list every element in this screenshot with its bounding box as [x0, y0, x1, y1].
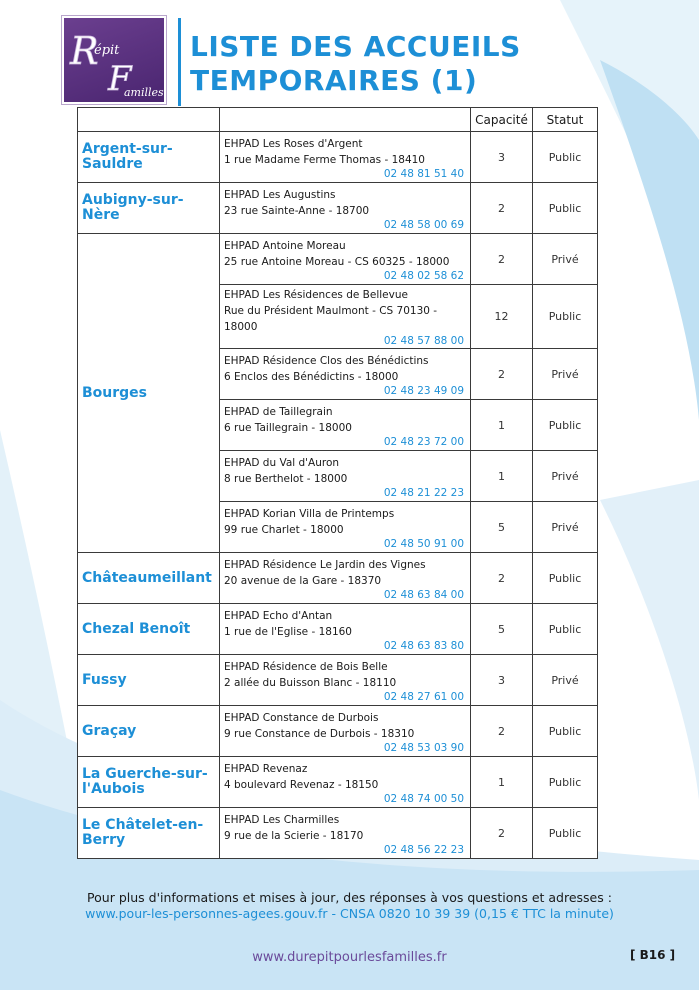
- table-row: [78, 808, 598, 859]
- facility-address: 99 rue Charlet - 18000: [224, 523, 344, 536]
- facility-address: 4 boulevard Revenaz - 18150: [224, 778, 379, 791]
- facility-info: [220, 183, 471, 234]
- facility-name: EHPAD Résidence Le Jardin des Vignes: [224, 558, 426, 571]
- svg-text:amilles: amilles: [124, 86, 164, 99]
- facility-status: Privé: [533, 655, 598, 706]
- facility-name: EHPAD Les Roses d'Argent: [224, 137, 363, 150]
- facility-info: [220, 655, 471, 706]
- facility-status: Privé: [533, 234, 598, 285]
- facility-phone[interactable]: 02 48 74 00 50: [383, 792, 464, 805]
- facility-name: EHPAD Antoine Moreau: [224, 239, 346, 252]
- facility-name: EHPAD Les Charmilles: [224, 813, 340, 826]
- facility-phone[interactable]: 02 48 56 22 23: [383, 843, 464, 856]
- website-link[interactable]: www.durepitpourlesfamilles.fr: [252, 950, 447, 965]
- facility-phone[interactable]: 02 48 23 49 09: [383, 384, 464, 397]
- facility-info: [220, 757, 471, 808]
- facility-info: [220, 451, 471, 502]
- facility-info: [220, 400, 471, 451]
- facility-name: EHPAD Korian Villa de Printemps: [224, 507, 395, 520]
- title-line-1: LISTE DES ACCUEILS: [190, 30, 521, 63]
- facility-name: EHPAD du Val d'Auron: [224, 456, 340, 469]
- facility-name: EHPAD Revenaz: [224, 762, 308, 775]
- facility-address: 1 rue de l'Eglise - 18160: [224, 625, 352, 638]
- facility-capacity: 3: [471, 655, 533, 706]
- facility-info: [220, 706, 471, 757]
- facility-address: 2 allée du Buisson Blanc - 18110: [224, 676, 397, 689]
- facility-phone[interactable]: 02 48 21 22 23: [383, 486, 464, 499]
- facility-info: [220, 502, 471, 553]
- facility-capacity: 2: [471, 349, 533, 400]
- facility-address: 9 rue de la Scierie - 18170: [224, 829, 364, 842]
- table-row: [78, 757, 598, 808]
- facility-phone[interactable]: 02 48 50 91 00: [383, 537, 464, 550]
- facility-status: Public: [533, 132, 598, 183]
- facility-phone[interactable]: 02 48 63 83 80: [383, 639, 464, 652]
- facility-capacity: 1: [471, 757, 533, 808]
- table-row: [78, 604, 598, 655]
- facility-address: 1 rue Madame Ferme Thomas - 18410: [224, 153, 425, 166]
- facility-status: Public: [533, 285, 598, 349]
- facility-capacity: 12: [471, 285, 533, 349]
- svg-text:épit: épit: [94, 43, 120, 58]
- facility-status: Privé: [533, 502, 598, 553]
- title-line-2: TEMPORAIRES (1): [190, 64, 478, 97]
- city-cell: Chezal Benoît: [78, 604, 220, 655]
- facility-capacity: 1: [471, 400, 533, 451]
- facility-address: 9 rue Constance de Durbois - 18310: [224, 727, 415, 740]
- facility-name: EHPAD Résidence Clos des Bénédictins: [224, 354, 429, 367]
- facility-name: EHPAD Constance de Durbois: [224, 711, 379, 724]
- footer-link-line[interactable]: www.pour-les-personnes-agees.gouv.fr - CNSA 0820 10 39 39 (0,15 € TTC la minute): [85, 906, 614, 921]
- header-empty-info: [220, 108, 471, 132]
- facility-capacity: 1: [471, 451, 533, 502]
- facility-capacity: 3: [471, 132, 533, 183]
- facility-phone[interactable]: 02 48 57 88 00: [383, 335, 464, 347]
- repit-familles-logo: [62, 16, 166, 104]
- facility-address: 23 rue Sainte-Anne - 18700: [224, 204, 370, 217]
- facility-status: Public: [533, 706, 598, 757]
- table-header-row: [78, 108, 598, 132]
- facility-status: Privé: [533, 451, 598, 502]
- facility-capacity: 2: [471, 183, 533, 234]
- facility-phone[interactable]: 02 48 53 03 90: [383, 741, 464, 754]
- facility-phone[interactable]: 02 48 27 61 00: [383, 690, 464, 703]
- facility-address: 25 rue Antoine Moreau - CS 60325 - 18000: [224, 255, 450, 268]
- city-cell: Bourges: [78, 234, 220, 553]
- facility-address: 6 rue Taillegrain - 18000: [224, 421, 352, 434]
- facility-name: EHPAD Les Résidences de Bellevue: [224, 289, 408, 301]
- svg-text:F: F: [108, 59, 132, 99]
- facility-address: 20 avenue de la Gare - 18370: [224, 574, 382, 587]
- facility-address: 6 Enclos des Bénédictins - 18000: [224, 370, 399, 383]
- facility-status: Public: [533, 757, 598, 808]
- footer-info-line: Pour plus d'informations et mises à jour, des réponses à vos questions et adresses :: [87, 890, 612, 905]
- facility-name: EHPAD Les Augustins: [224, 188, 336, 201]
- facility-phone[interactable]: 02 48 58 00 69: [383, 218, 464, 231]
- city-cell: Fussy: [78, 655, 220, 706]
- city-cell: Graçay: [78, 706, 220, 757]
- facility-info: [220, 604, 471, 655]
- facility-capacity: 2: [471, 553, 533, 604]
- city-cell: La Guerche-sur-l'Aubois: [78, 757, 220, 808]
- city-cell: Le Châtelet-en-Berry: [78, 808, 220, 859]
- facility-name: EHPAD de Taillegrain: [224, 405, 333, 418]
- facility-capacity: 2: [471, 234, 533, 285]
- facility-capacity: 2: [471, 808, 533, 859]
- facility-status: Public: [533, 604, 598, 655]
- facility-capacity: 5: [471, 604, 533, 655]
- table-row: [78, 655, 598, 706]
- facility-phone[interactable]: 02 48 81 51 40: [383, 167, 464, 180]
- table-row: [78, 553, 598, 604]
- city-cell: Aubigny-sur-Nère: [78, 183, 220, 234]
- facility-address: 8 rue Berthelot - 18000: [224, 472, 348, 485]
- facility-name: EHPAD Echo d'Antan: [224, 609, 333, 622]
- facility-capacity: 2: [471, 706, 533, 757]
- page-number: [ B16 ]: [630, 948, 676, 962]
- facility-phone[interactable]: 02 48 02 58 62: [383, 269, 464, 282]
- facilities-table: [77, 107, 598, 859]
- facility-status: Privé: [533, 349, 598, 400]
- facility-info: [220, 808, 471, 859]
- facility-status: Public: [533, 400, 598, 451]
- facility-info: [220, 553, 471, 604]
- facility-name: EHPAD Résidence de Bois Belle: [224, 660, 388, 673]
- facility-address: Rue du Président Maulmont - CS 70130 - 18000: [224, 305, 438, 333]
- table-row: [78, 706, 598, 757]
- page-title: [190, 30, 521, 98]
- header-capacity: Capacité: [471, 108, 533, 132]
- facility-status: Public: [533, 183, 598, 234]
- facility-info: [220, 349, 471, 400]
- facility-capacity: 5: [471, 502, 533, 553]
- facility-phone[interactable]: 02 48 63 84 00: [383, 588, 464, 601]
- title-accent-bar: [178, 18, 181, 106]
- city-cell: Châteaumeillant: [78, 553, 220, 604]
- header-status: Statut: [533, 108, 598, 132]
- table-row: [78, 183, 598, 234]
- table-row: [78, 132, 598, 183]
- facility-phone[interactable]: 02 48 23 72 00: [383, 435, 464, 448]
- facility-info: [220, 234, 471, 285]
- footer-info: [0, 890, 699, 922]
- svg-text:R: R: [70, 29, 99, 73]
- facility-info: [220, 285, 471, 349]
- facility-status: Public: [533, 553, 598, 604]
- facility-status: Public: [533, 808, 598, 859]
- header-empty-city: [78, 108, 220, 132]
- table-row: [78, 234, 598, 285]
- city-cell: Argent-sur-Sauldre: [78, 132, 220, 183]
- facility-info: [220, 132, 471, 183]
